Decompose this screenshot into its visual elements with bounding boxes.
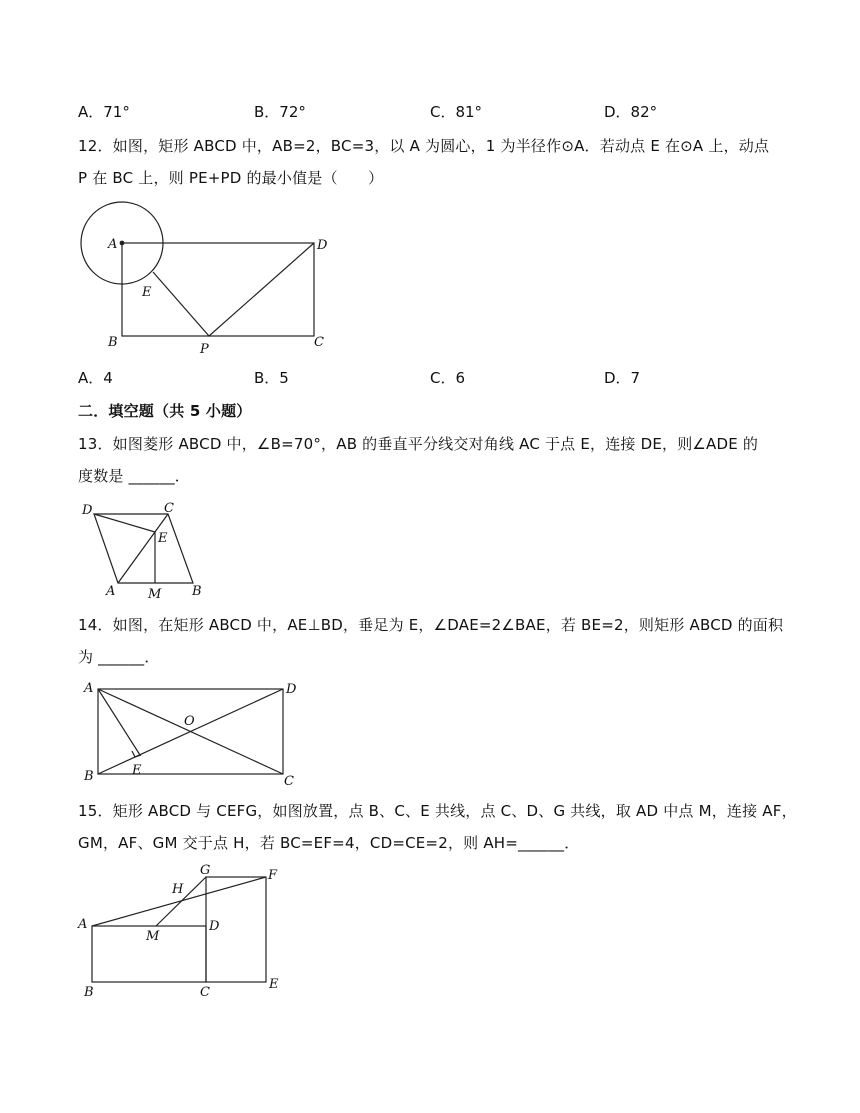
- q14-text-line2: 为 ______．: [78, 648, 160, 666]
- q14-label-o: O: [184, 714, 195, 729]
- q12-option-d: D．7: [604, 369, 641, 387]
- q15-label-b: B: [84, 985, 94, 1000]
- q12-label-d: D: [317, 238, 328, 253]
- q11-option-c: C．81°: [430, 103, 483, 121]
- q15-label-c: C: [200, 985, 210, 1000]
- q15-label-g: G: [200, 863, 211, 878]
- q11-option-b: B．72°: [254, 103, 306, 121]
- q15-text-line2: GM，AF、GM 交于点 H，若 BC=EF=4，CD=CE=2，则 AH=______．: [78, 834, 580, 852]
- q12-path-e-p-d: [153, 243, 314, 336]
- q14-figure: [78, 676, 308, 788]
- q12-label-e: E: [142, 285, 152, 300]
- q15-label-e: E: [269, 977, 279, 992]
- q13-label-a: A: [106, 584, 116, 599]
- q13-segment-d-e: [94, 514, 155, 532]
- q14-label-d: D: [286, 682, 297, 697]
- q15-label-a: A: [78, 917, 88, 932]
- q15-label-d: D: [209, 919, 220, 934]
- q12-center-dot: [120, 241, 124, 245]
- q14-text-line1: 14．如图，在矩形 ABCD 中，AE⊥BD，垂足为 E，∠DAE=2∠BAE，若 BE=2，则矩形 ABCD 的面积: [78, 616, 784, 634]
- q13-text-line1: 13．如图菱形 ABCD 中，∠B=70°，AB 的垂直平分线交对角线 AC 于点 E，连接 DE，则∠ADE 的: [78, 435, 759, 453]
- q13-text-line2: 度数是 ______．: [78, 467, 190, 485]
- q13-label-b: B: [192, 584, 202, 599]
- q13-label-d: D: [82, 503, 93, 518]
- section-title: 二．填空题（共 5 小题）: [78, 402, 252, 420]
- q14-label-e: E: [132, 763, 142, 778]
- q15-figure: [78, 862, 298, 1002]
- q13-label-c: C: [164, 501, 174, 516]
- q12-option-b: B．5: [254, 369, 289, 387]
- q14-label-c: C: [284, 774, 294, 789]
- q13-label-m: M: [148, 587, 162, 602]
- q12-label-c: C: [314, 335, 324, 350]
- q12-text-line2: P 在 BC 上，则 PE+PD 的最小值是（ ）: [78, 169, 384, 187]
- q12-label-a: A: [108, 237, 118, 252]
- q12-option-c: C．6: [430, 369, 466, 387]
- q15-label-h: H: [172, 882, 184, 897]
- q14-label-b: B: [84, 769, 94, 784]
- q12-text-line1: 12．如图，矩形 ABCD 中，AB=2，BC=3，以 A 为圆心，1 为半径作⊙A．若动点 E 在⊙A 上，动点: [78, 137, 770, 155]
- q13-figure: [78, 498, 218, 602]
- q12-label-b: B: [108, 335, 118, 350]
- q12-figure: [78, 200, 348, 360]
- q12-option-a: A．4: [78, 369, 113, 387]
- q11-option-a: A．71°: [78, 103, 130, 121]
- q11-option-d: D．82°: [604, 103, 658, 121]
- q13-diagonal-ac: [118, 514, 168, 583]
- q13-label-e: E: [158, 531, 168, 546]
- q14-label-a: A: [84, 681, 94, 696]
- q15-label-f: F: [268, 868, 278, 883]
- q15-label-m: M: [146, 929, 160, 944]
- q12-label-p: P: [200, 342, 209, 357]
- q15-text-line1: 15．矩形 ABCD 与 CEFG，如图放置，点 B、C、E 共线，点 C、D、G 共线，取 AD 中点 M，连接 AF，: [78, 802, 797, 820]
